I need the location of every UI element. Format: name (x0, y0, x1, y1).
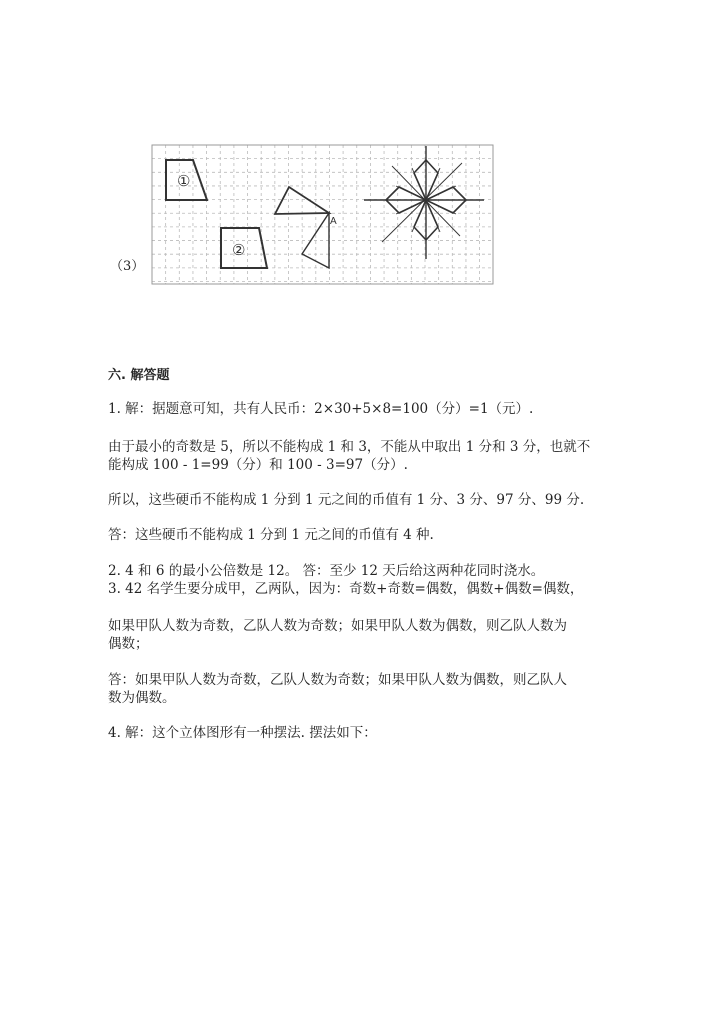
figure-number-label: （3） (110, 259, 145, 274)
figure-border (152, 145, 493, 284)
answer-line: 由于最小的奇数是 5，所以不能构成 1 和 3，不能从中取出 1 分和 3 分，也就不 (108, 439, 591, 455)
answer-line: 答：这些硬币不能构成 1 分到 1 元之间的币值有 4 种. (108, 527, 434, 543)
answer-line: 2. 4 和 6 的最小公倍数是 12。 答：至少 12 天后给这两种花同时浇水。 (108, 563, 545, 579)
answer-line: 1. 解：据题意可知，共有人民币：2×30+5×8=100（分）=1（元）. (108, 401, 534, 417)
shape-2-label: ② (232, 241, 246, 259)
answer-line: 如果甲队人数为奇数，乙队人数为奇数；如果甲队人数为偶数，则乙队人数为 (108, 618, 567, 634)
answer-line: 3. 42 名学生要分成甲，乙两队，因为：奇数+奇数=偶数，偶数+偶数=偶数， (108, 581, 584, 597)
point-a-label: A (330, 216, 337, 227)
answer-line: 4. 解：这个立体图形有一种摆法. 摆法如下： (108, 725, 377, 741)
grid-figure (150, 143, 496, 287)
answer-line: 能构成 100 - 1=99（分）和 100 - 3=97（分）. (108, 457, 408, 473)
answer-line: 答：如果甲队人数为奇数，乙队人数为奇数；如果甲队人数为偶数，则乙队人 (108, 672, 567, 688)
answer-line: 数为偶数。 (108, 690, 176, 706)
answer-line: 所以，这些硬币不能构成 1 分到 1 元之间的币值有 1 分、3 分、97 分、99 分. (108, 492, 585, 508)
answer-line: 偶数； (108, 636, 149, 652)
shape-1-label: ① (177, 172, 191, 190)
section-title: 六. 解答题 (108, 368, 170, 383)
dashed-grid (152, 145, 493, 284)
